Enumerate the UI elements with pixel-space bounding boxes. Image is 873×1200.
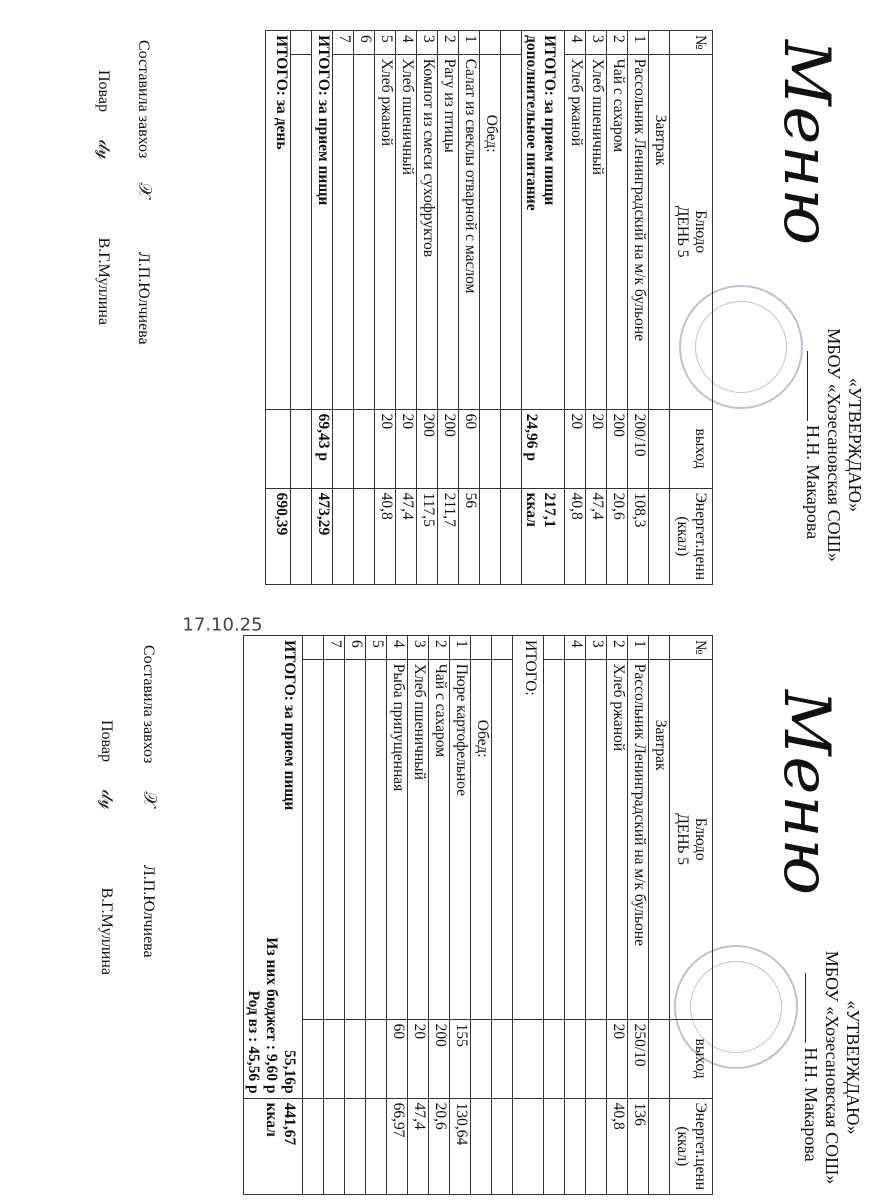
col-output: выход xyxy=(670,409,713,488)
signature-line xyxy=(807,351,808,421)
signature-line xyxy=(805,973,806,1043)
col-energy: Энергет.ценн (ккал) xyxy=(670,1098,713,1194)
section-lunch: Обед: xyxy=(480,54,501,409)
menu-title: Меню xyxy=(769,690,843,896)
section-row xyxy=(471,636,492,1195)
col-dish: Блюдо ДЕНЬ 5 xyxy=(670,659,713,1019)
approval-signer: Н.Н. Макарова xyxy=(802,300,823,590)
signature-mark: 𝒹𝓎 xyxy=(97,790,118,810)
table-row: 1 Рассольник Ленинградский на м/к бульоне 200/10 108,3 xyxy=(628,31,649,585)
col-output: выход xyxy=(670,1019,713,1098)
approval-block xyxy=(802,300,865,590)
table-row: 4 Хлеб пшеничный 20 47,4 xyxy=(396,31,417,585)
handwritten-date: 17.10.25 xyxy=(182,614,263,636)
table-row: 4 Хлеб ржаной 20 40,8 xyxy=(565,31,586,585)
section-lunch: Обед: xyxy=(471,659,492,1019)
spacer-row xyxy=(544,636,565,1195)
table-row: 3 Компот из смеси сухофруктов 200 117,5 xyxy=(417,31,438,585)
table-row: 7 xyxy=(324,636,345,1195)
approval-heading: «УТВЕРЖДАЮ» xyxy=(843,1000,863,1135)
menu-table xyxy=(243,635,713,1195)
section-row xyxy=(649,31,670,585)
cook-line: Повар 𝒹𝓎 В.Г.Муллина xyxy=(97,720,118,975)
total-row-breakfast: ИТОГО: за прием пищи дополнительное питание 24,96 р 217,1 ккал xyxy=(522,31,565,585)
total-row-lunch: ИТОГО: за прием пищи 69,43 р 473,29 xyxy=(312,31,333,585)
table-row: 6 xyxy=(354,31,375,585)
table-row: 2 Чай с сахаром 200 20,6 xyxy=(607,31,628,585)
table-header-row xyxy=(670,636,713,1195)
table-row: 5 xyxy=(366,636,387,1195)
total-row-lunch: ИТОГО: за прием пищи 55,16р Из них бюджет : 9,60 р Род вз : 45,56 р 441,67 ккал xyxy=(244,636,303,1195)
table-row: 1 Рассольник Ленинградский на м/к бульоне 250/10 136 xyxy=(628,636,649,1195)
col-number: № xyxy=(670,31,713,55)
approval-org: МБОУ «Хозесановская СОШ» xyxy=(822,950,842,1185)
table-header-row xyxy=(670,31,713,585)
table-row: 3 Хлеб пшеничный 20 47,4 xyxy=(586,31,607,585)
approval-heading: «УТВЕРЖДАЮ» xyxy=(845,377,865,513)
table-row: 1 Салат из свеклы отварной с маслом 60 56 xyxy=(459,31,480,585)
approval-signer: Н.Н. Макарова xyxy=(800,940,821,1195)
table-row: 2 Хлеб ржаной 20 40,8 xyxy=(607,636,628,1195)
signature-mark: 𝒳 xyxy=(134,182,155,198)
section-breakfast: Завтрак xyxy=(649,54,670,409)
menu-title: Меню xyxy=(769,40,843,246)
table-row: 4 xyxy=(565,636,586,1195)
table-row: 3 xyxy=(586,636,607,1195)
approval-block xyxy=(800,940,863,1195)
total-row-day: ИТОГО: за день 690,39 xyxy=(266,31,291,585)
table-row: 4 Рыба припущенная 60 66,97 xyxy=(387,636,408,1195)
approval-org: МБОУ «Хозесановская СОШ» xyxy=(824,328,844,562)
table-row: 2 Рагу из птицы 200 211,7 xyxy=(438,31,459,585)
total-row-breakfast: ИТОГО: xyxy=(513,636,544,1195)
section-row xyxy=(649,636,670,1195)
section-row xyxy=(480,31,501,585)
table-row: 1 Пюре картофельное 155 130,64 xyxy=(450,636,471,1195)
col-energy: Энергет.ценн (ккал) xyxy=(670,488,713,584)
col-dish: Блюдо ДЕНЬ 5 xyxy=(670,54,713,409)
spacer-row xyxy=(291,31,312,585)
table-row: 7 xyxy=(333,31,354,585)
table-row: 6 xyxy=(345,636,366,1195)
col-number: № xyxy=(670,636,713,660)
signature-mark: 𝒳 xyxy=(139,791,160,807)
menu-table xyxy=(265,30,713,585)
compiled-by: Составила завхоз 𝒳 Л.П.Юлчиева xyxy=(139,645,160,958)
table-row: 3 Хлеб пшеничный 20 47,4 xyxy=(408,636,429,1195)
cook-line: Повар 𝒹𝓎 В.Г.Муллина xyxy=(94,70,115,325)
menu-right xyxy=(0,600,873,1200)
table-row: 5 Хлеб ржаной 20 40,8 xyxy=(375,31,396,585)
compiled-by: Составила завхоз 𝒳 Л.П.Юлчиева xyxy=(134,40,155,345)
signature-mark: 𝒹𝓎 xyxy=(94,140,115,160)
spacer-row xyxy=(501,31,522,585)
spacer-row xyxy=(303,636,324,1195)
table-row: 2 Чай с сахаром 200 20,6 xyxy=(429,636,450,1195)
section-breakfast: Завтрак xyxy=(649,659,670,1019)
spacer-row xyxy=(492,636,513,1195)
